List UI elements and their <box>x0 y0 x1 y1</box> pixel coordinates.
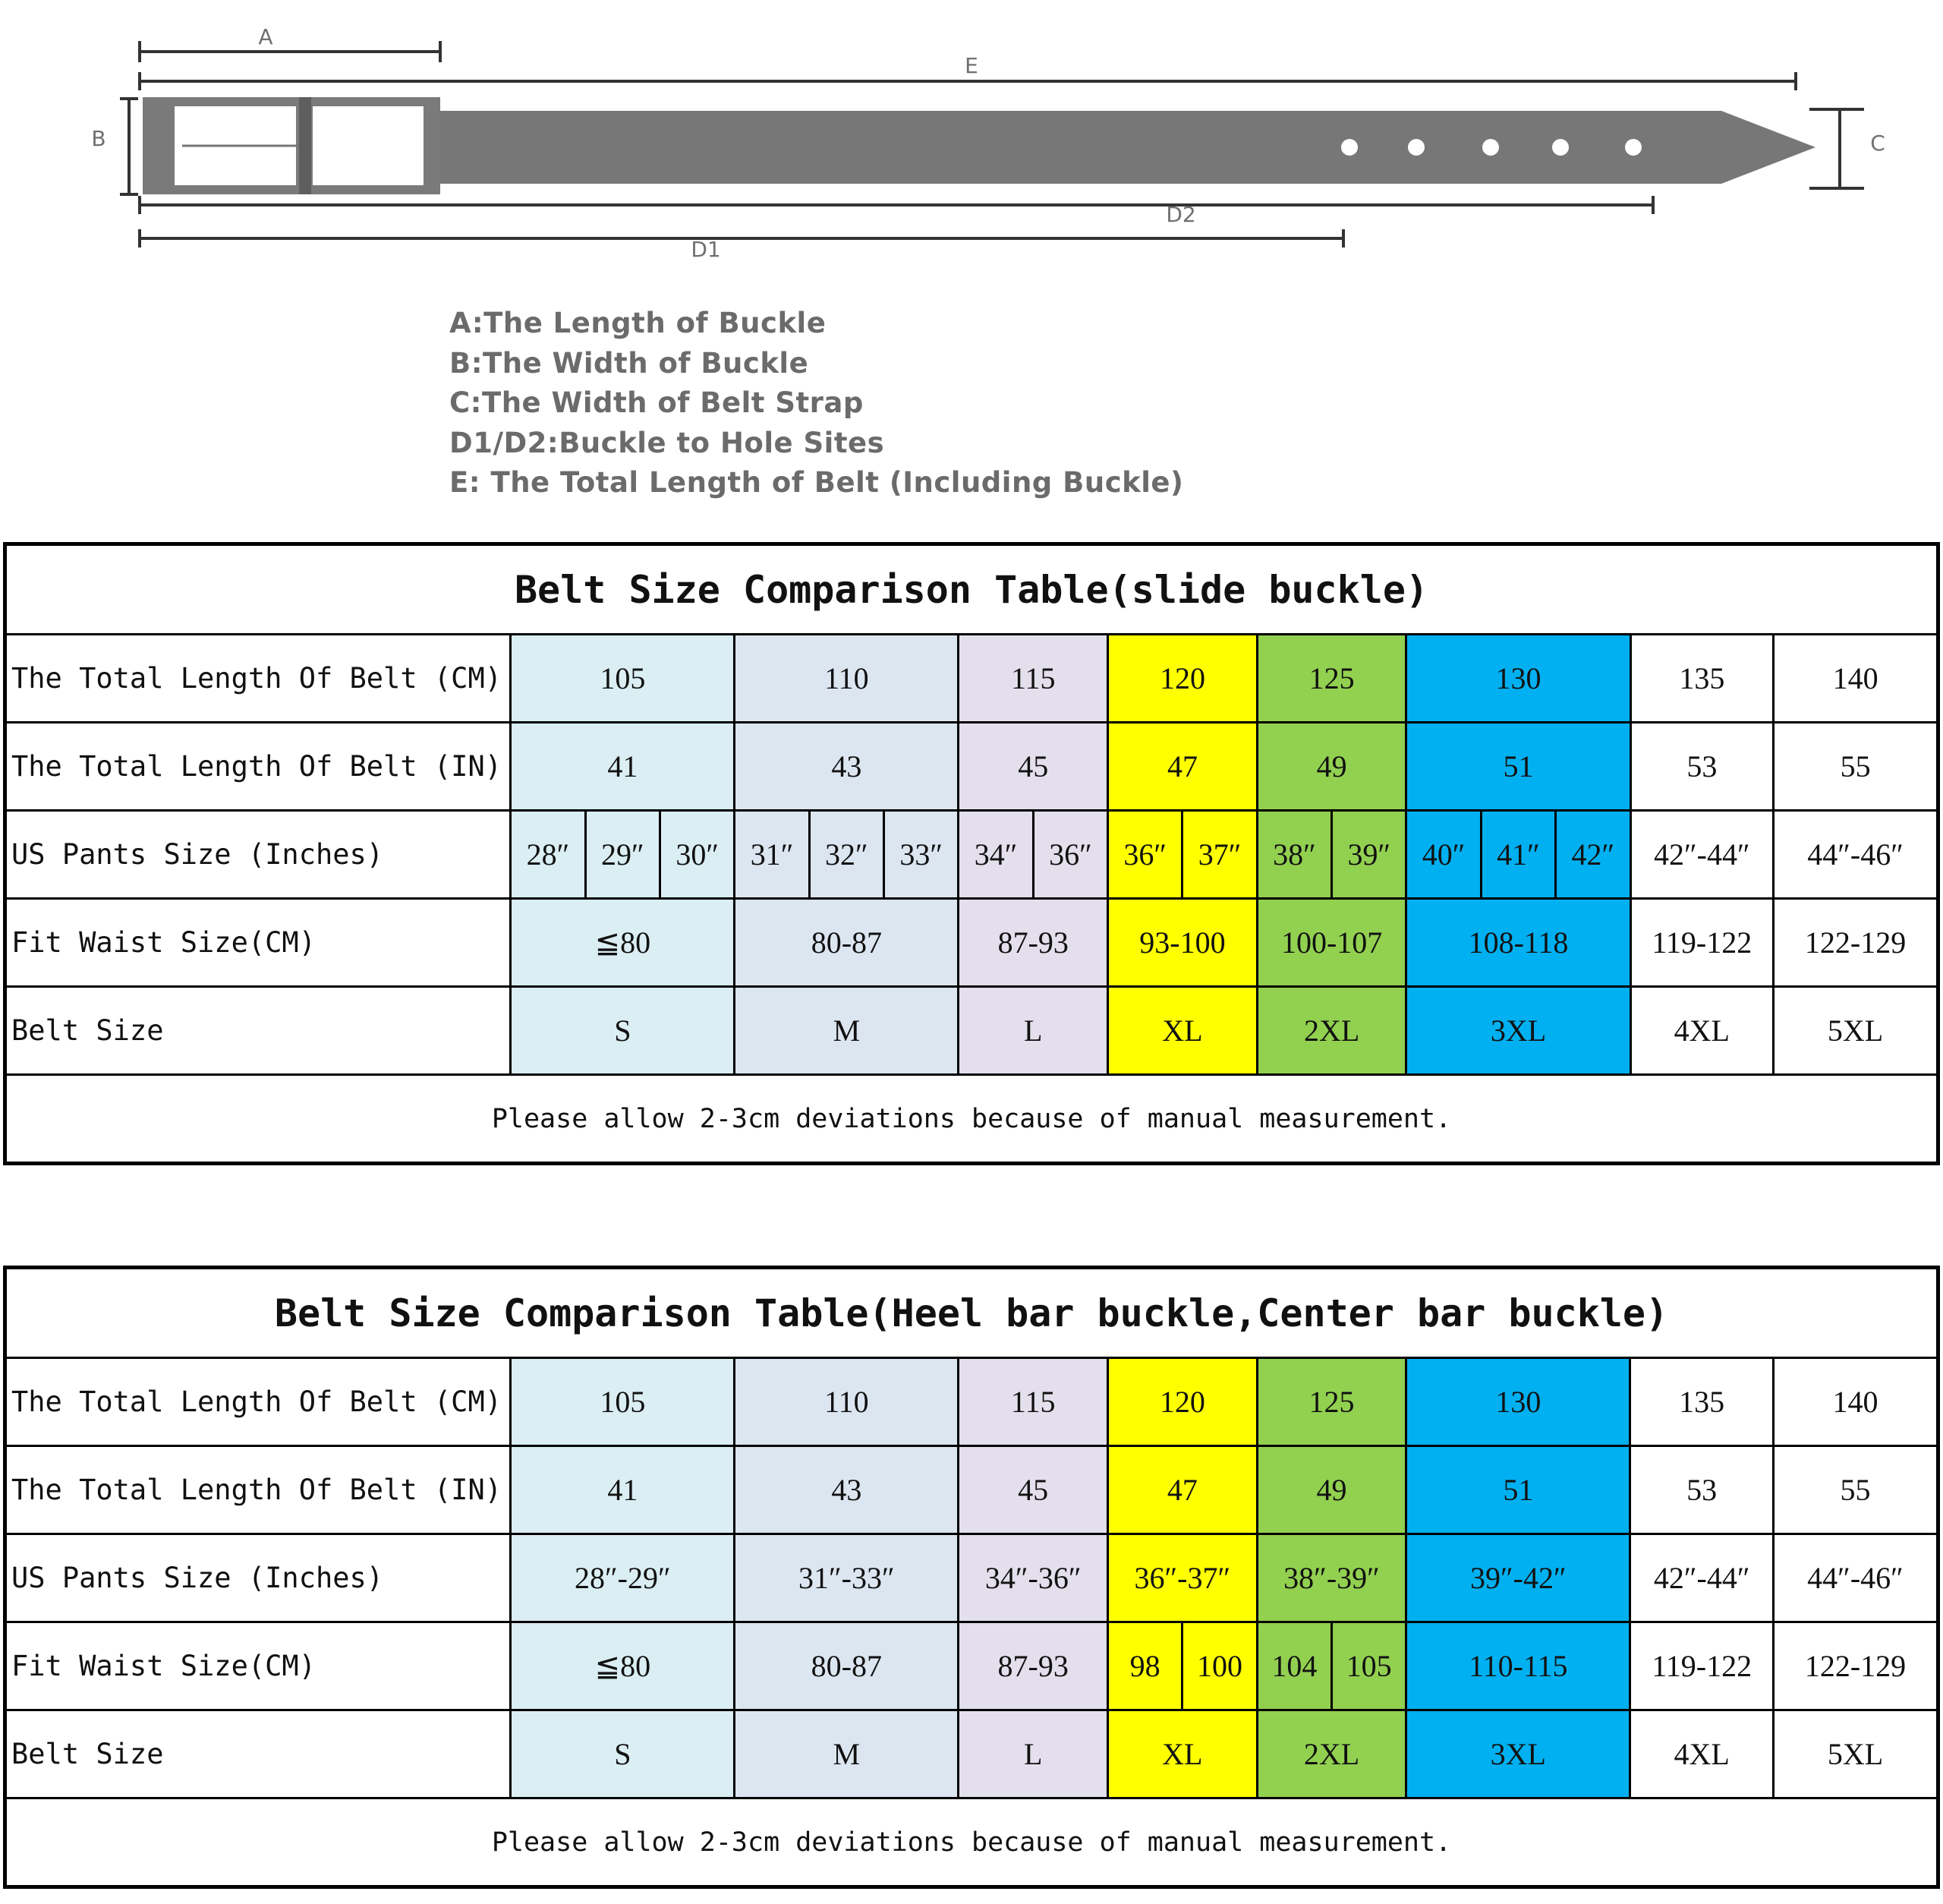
row-label: Belt Size <box>5 1710 511 1798</box>
row-length-in <box>5 723 1938 811</box>
cell: 47 <box>1108 723 1258 811</box>
cell: 87-93 <box>959 1622 1108 1710</box>
row-length-cm <box>5 1358 1938 1446</box>
measurement-note: Please allow 2-3cm deviations because of manual measurement. <box>5 1075 1938 1164</box>
cell: 41 <box>511 723 735 811</box>
cell: 32″ <box>809 811 883 899</box>
cell: 108-118 <box>1406 899 1630 987</box>
dimension-b <box>120 99 138 194</box>
cell: 100-107 <box>1257 899 1406 987</box>
label-a: A <box>258 24 273 49</box>
cell: 40″ <box>1406 811 1481 899</box>
cell: 53 <box>1630 723 1774 811</box>
cell: L <box>959 1710 1108 1798</box>
dimension-d2 <box>140 196 1653 214</box>
cell: 41 <box>511 1446 735 1534</box>
cell: 130 <box>1406 635 1630 723</box>
cell: 119-122 <box>1630 899 1774 987</box>
dimension-a <box>140 41 440 62</box>
legend-item: B:The Width of Buckle <box>449 346 809 380</box>
cell: 120 <box>1108 1358 1258 1446</box>
row-label: Belt Size <box>5 987 511 1075</box>
cell: 110 <box>735 1358 959 1446</box>
cell: M <box>735 1710 959 1798</box>
cell: 122-129 <box>1773 1622 1938 1710</box>
row-waist <box>5 1622 1938 1710</box>
row-us-pants <box>5 1534 1938 1622</box>
row-label: The Total Length Of Belt (IN) <box>5 723 511 811</box>
label-d2: D2 <box>1166 202 1196 227</box>
cell: M <box>735 987 959 1075</box>
cell: 98 <box>1108 1622 1182 1710</box>
cell: 49 <box>1257 1446 1406 1534</box>
cell: 36″ <box>1033 811 1107 899</box>
cell: 80-87 <box>735 1622 959 1710</box>
cell: 39″-42″ <box>1406 1534 1630 1622</box>
cell: 42″ <box>1556 811 1630 899</box>
cell: 42″-44″ <box>1630 1534 1774 1622</box>
cell: 31″ <box>735 811 809 899</box>
diagram-legend <box>449 304 1183 503</box>
table-title: Belt Size Comparison Table(slide buckle) <box>5 544 1938 635</box>
cell: 28″-29″ <box>511 1534 735 1622</box>
legend-item: A:The Length of Buckle <box>449 307 827 339</box>
cell: 110 <box>735 635 959 723</box>
buckle <box>143 97 440 194</box>
cell: 45 <box>959 723 1108 811</box>
cell: 44″-46″ <box>1773 1534 1938 1622</box>
cell: 110-115 <box>1406 1622 1630 1710</box>
row-length-in <box>5 1446 1938 1534</box>
row-length-cm <box>5 635 1938 723</box>
measurement-note: Please allow 2-3cm deviations because of manual measurement. <box>5 1798 1938 1887</box>
cell: 2XL <box>1257 1710 1406 1798</box>
cell: 5XL <box>1774 987 1938 1075</box>
row-label: Fit Waist Size(CM) <box>5 899 511 987</box>
cell: 125 <box>1257 635 1406 723</box>
size-table-slide-buckle <box>3 542 1940 1165</box>
dimension-c <box>1809 109 1864 188</box>
cell: 4XL <box>1630 987 1774 1075</box>
row-belt-size <box>5 1710 1938 1798</box>
cell: 4XL <box>1630 1710 1774 1798</box>
label-e: E <box>965 53 978 78</box>
row-label: Fit Waist Size(CM) <box>5 1622 511 1710</box>
cell: XL <box>1108 1710 1258 1798</box>
cell: 130 <box>1406 1358 1630 1446</box>
cell: 2XL <box>1257 987 1406 1075</box>
cell: 36″-37″ <box>1108 1534 1258 1622</box>
cell: 55 <box>1773 1446 1938 1534</box>
label-c: C <box>1870 131 1885 156</box>
cell: 43 <box>735 723 959 811</box>
row-waist <box>5 899 1938 987</box>
cell: 135 <box>1630 635 1774 723</box>
cell: XL <box>1108 987 1258 1075</box>
cell: 28″ <box>511 811 585 899</box>
table-title: Belt Size Comparison Table(Heel bar buckle,Center bar buckle) <box>5 1268 1938 1358</box>
cell: 115 <box>959 1358 1108 1446</box>
cell: 135 <box>1630 1358 1774 1446</box>
cell: S <box>511 1710 735 1798</box>
cell: 120 <box>1108 635 1258 723</box>
cell: 3XL <box>1406 1710 1630 1798</box>
row-label: US Pants Size (Inches) <box>5 811 511 899</box>
label-b: B <box>91 126 106 151</box>
cell: 38″-39″ <box>1257 1534 1406 1622</box>
cell: 51 <box>1406 723 1630 811</box>
cell: 37″ <box>1182 811 1257 899</box>
legend-item: C:The Width of Belt Strap <box>449 386 864 419</box>
cell: 39″ <box>1332 811 1406 899</box>
row-label: The Total Length Of Belt (CM) <box>5 1358 511 1446</box>
row-us-pants <box>5 811 1938 899</box>
label-d1: D1 <box>691 237 721 262</box>
row-label: US Pants Size (Inches) <box>5 1534 511 1622</box>
cell: S <box>511 987 735 1075</box>
cell: ≦80 <box>511 899 735 987</box>
cell: 34″-36″ <box>959 1534 1108 1622</box>
cell: 51 <box>1406 1446 1630 1534</box>
cell: 49 <box>1257 723 1406 811</box>
cell: 140 <box>1773 1358 1938 1446</box>
row-label: The Total Length Of Belt (CM) <box>5 635 511 723</box>
cell: 140 <box>1774 635 1938 723</box>
belt-strap <box>440 111 1815 184</box>
legend-item: D1/D2:Buckle to Hole Sites <box>449 426 885 459</box>
cell: 31″-33″ <box>735 1534 959 1622</box>
cell: 93-100 <box>1108 899 1258 987</box>
cell: 125 <box>1257 1358 1406 1446</box>
cell: 38″ <box>1257 811 1331 899</box>
size-table-heel-center-bar-buckle <box>3 1266 1940 1889</box>
row-label: The Total Length Of Belt (IN) <box>5 1446 511 1534</box>
cell: 30″ <box>660 811 735 899</box>
cell: 34″ <box>959 811 1033 899</box>
cell: 3XL <box>1406 987 1630 1075</box>
cell: 33″ <box>884 811 959 899</box>
dimension-d1 <box>140 229 1343 247</box>
cell: 87-93 <box>959 899 1108 987</box>
cell: 80-87 <box>735 899 959 987</box>
cell: 47 <box>1108 1446 1258 1534</box>
cell: 122-129 <box>1774 899 1938 987</box>
row-belt-size <box>5 987 1938 1075</box>
cell: 53 <box>1630 1446 1774 1534</box>
cell: 42″-44″ <box>1630 811 1774 899</box>
cell: ≦80 <box>511 1622 735 1710</box>
cell: 100 <box>1182 1622 1257 1710</box>
cell: 115 <box>959 635 1108 723</box>
cell: 45 <box>959 1446 1108 1534</box>
cell: L <box>959 987 1108 1075</box>
cell: 104 <box>1257 1622 1331 1710</box>
cell: 5XL <box>1773 1710 1938 1798</box>
legend-item: E: The Total Length of Belt (Including Buckle) <box>449 466 1184 499</box>
cell: 55 <box>1774 723 1938 811</box>
cell: 105 <box>1332 1622 1406 1710</box>
cell: 29″ <box>585 811 660 899</box>
cell: 119-122 <box>1630 1622 1774 1710</box>
cell: 105 <box>511 635 735 723</box>
cell: 36″ <box>1108 811 1182 899</box>
cell: 105 <box>511 1358 735 1446</box>
cell: 43 <box>735 1446 959 1534</box>
cell: 41″ <box>1481 811 1555 899</box>
cell: 44″-46″ <box>1774 811 1938 899</box>
